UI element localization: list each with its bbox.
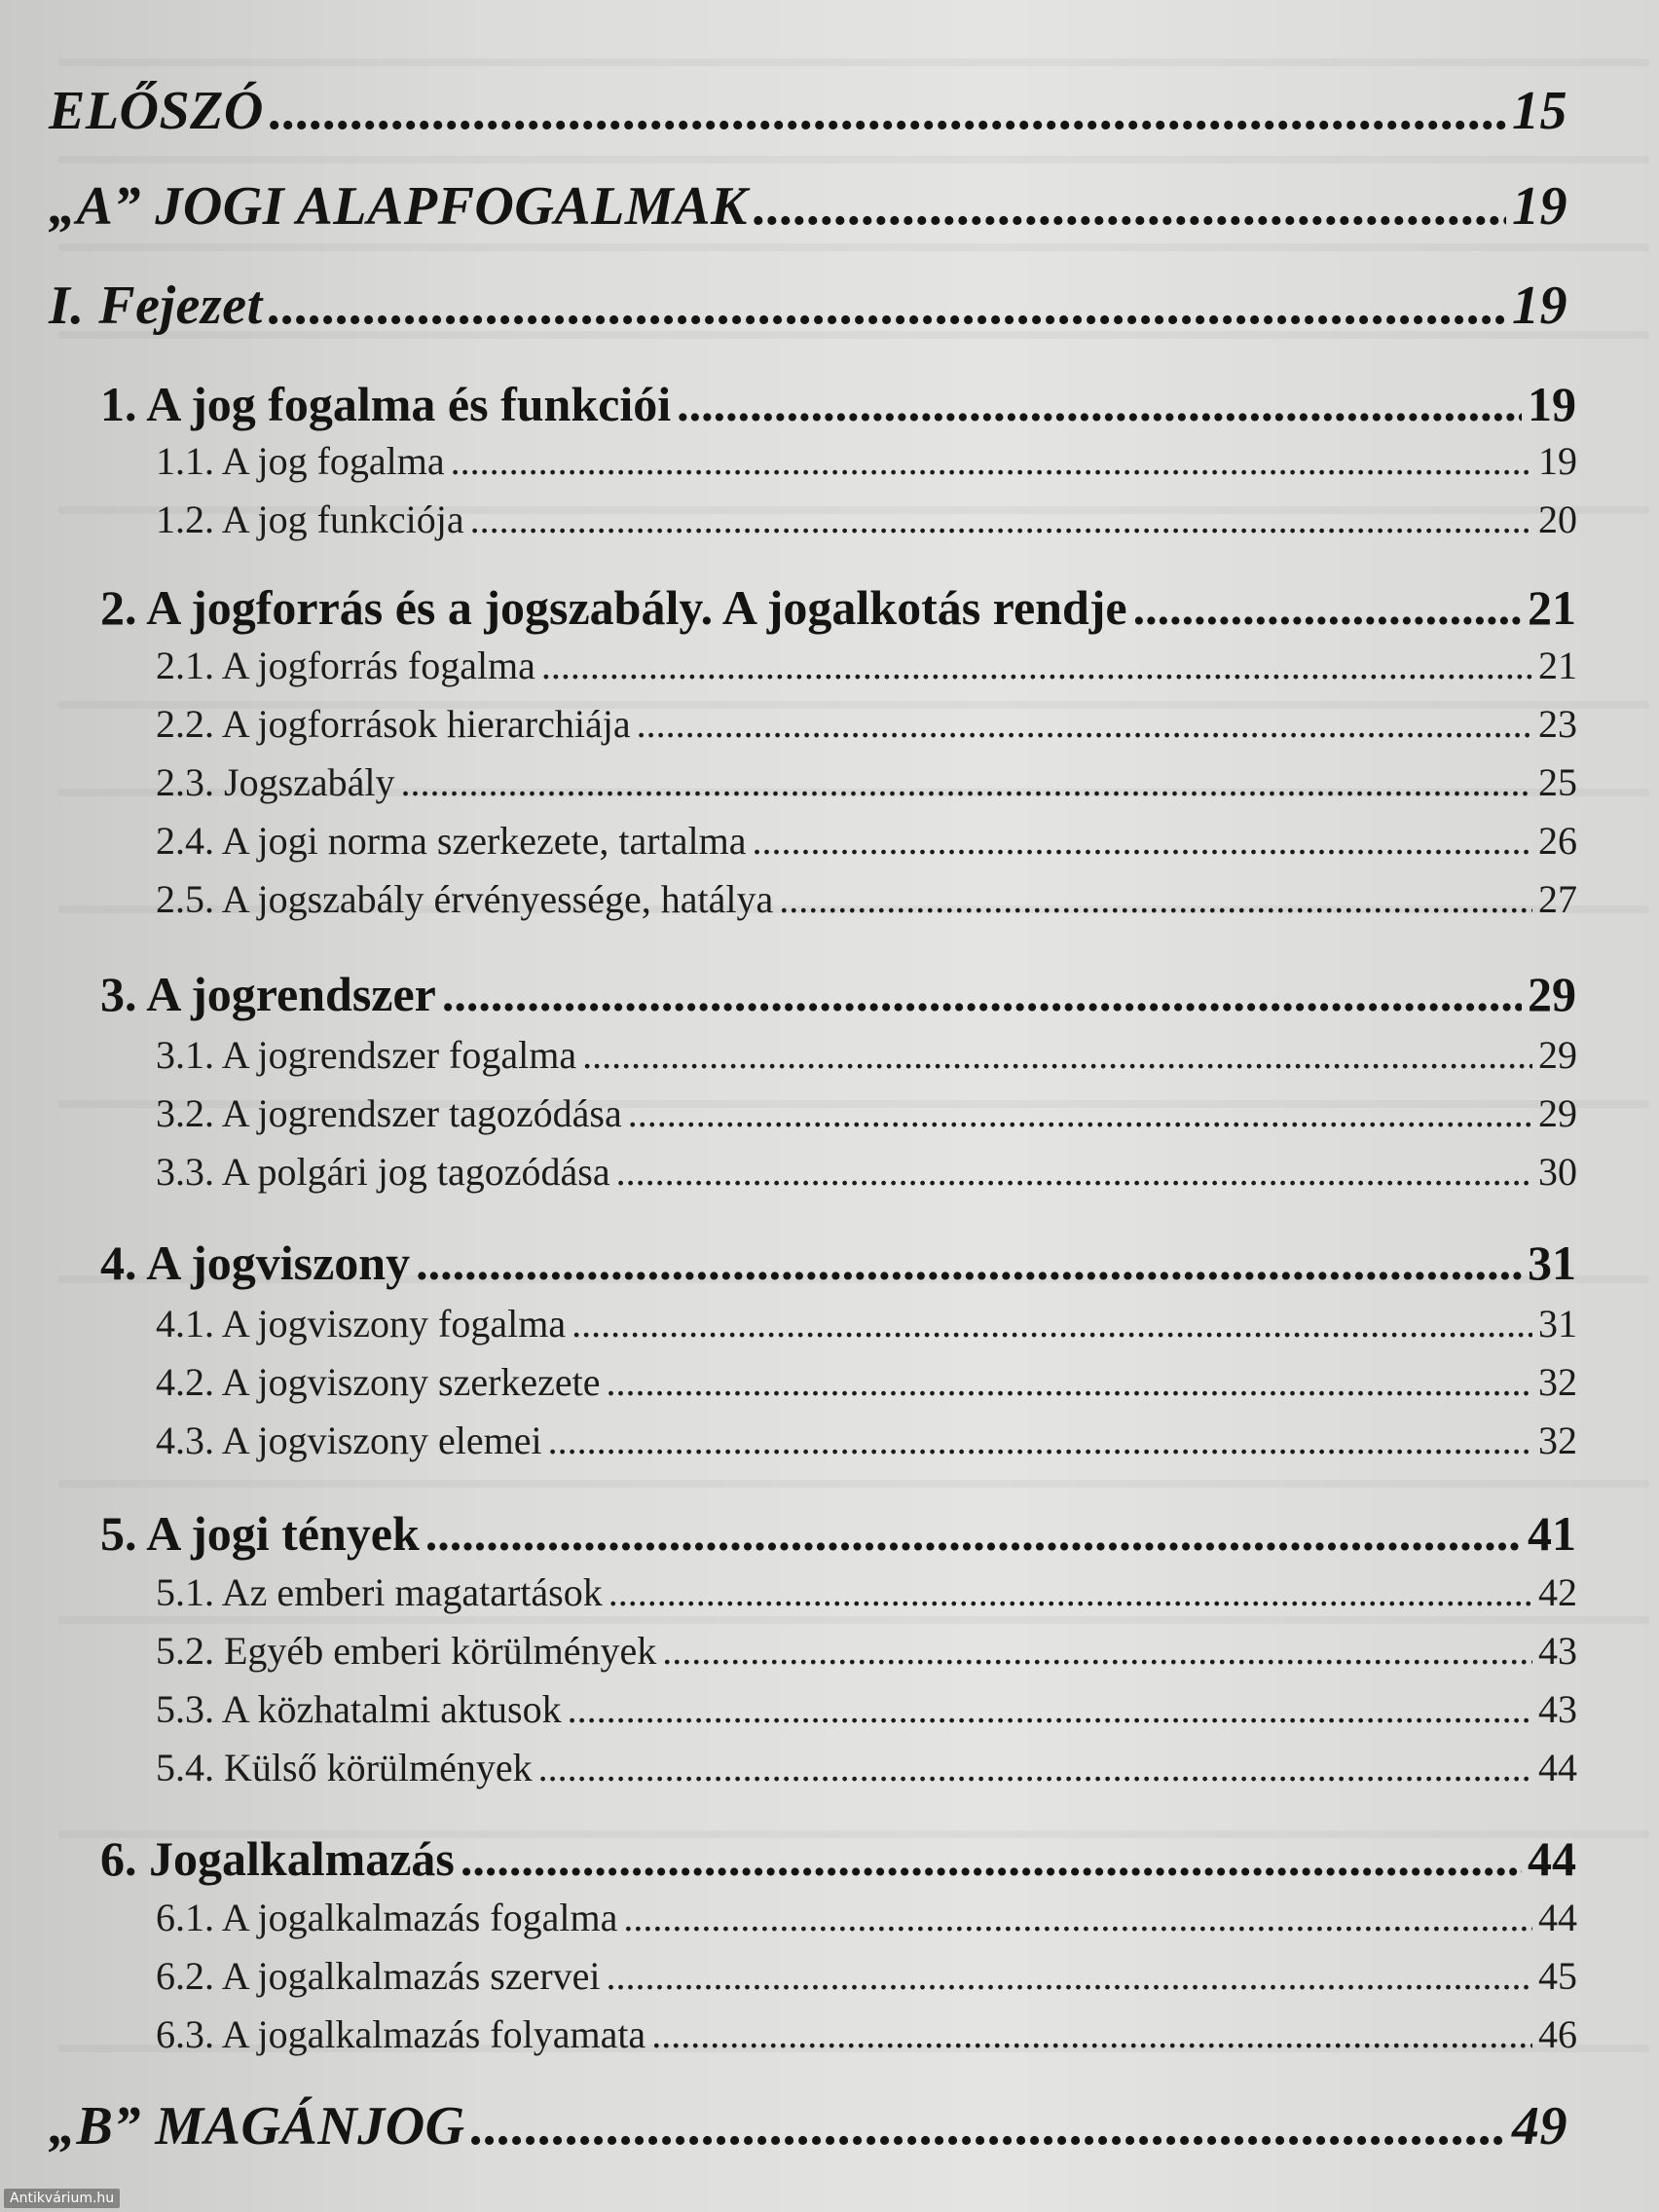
toc-page-number: 44 [1538, 1896, 1577, 1939]
toc-entry-part-b [49, 2095, 1567, 2157]
dot-leader [754, 175, 1506, 238]
dot-leader [425, 1505, 1522, 1562]
toc-entry-label: 1.2. A jog funkciója [156, 498, 464, 541]
dot-leader [269, 275, 1506, 337]
toc-entry-5-4 [156, 1745, 1577, 1790]
dot-leader [541, 643, 1532, 688]
dot-leader [470, 497, 1532, 542]
dot-leader [270, 80, 1506, 142]
toc-entry-5-3 [156, 1686, 1577, 1732]
toc-page-number: 29 [1528, 967, 1576, 1021]
toc-entry-4-1 [156, 1301, 1577, 1346]
dot-leader [571, 1301, 1532, 1346]
toc-entry-label: 3.1. A jogrendszer fogalma [156, 1033, 577, 1077]
dot-leader [442, 966, 1522, 1022]
toc-page-number: 21 [1538, 644, 1577, 687]
dot-leader [623, 1895, 1532, 1940]
dot-leader [538, 1745, 1532, 1790]
toc-page-number: 29 [1538, 1033, 1577, 1077]
toc-entry-label: 1. A jog fogalma és funkciói [100, 377, 672, 431]
toc-entry-2-4 [156, 818, 1577, 864]
toc-page-number: 27 [1538, 877, 1577, 921]
toc-entry-label: 4.1. A jogviszony fogalma [156, 1302, 567, 1346]
toc-entry-chapter-3 [100, 966, 1576, 1022]
dot-leader [616, 1149, 1532, 1195]
toc-entry-label: 3.3. A polgári jog tagozódása [156, 1150, 610, 1194]
toc-page-number: 43 [1538, 1687, 1577, 1731]
toc-entry-4-3 [156, 1418, 1577, 1463]
toc-entry-chapter-6 [100, 1830, 1576, 1887]
toc-entry-label: 4.2. A jogviszony szerkezete [156, 1360, 601, 1404]
toc-entry-1-1 [156, 438, 1577, 484]
toc-page-number: 31 [1538, 1302, 1577, 1346]
toc-page-number: 29 [1538, 1091, 1577, 1135]
dot-leader [1133, 579, 1522, 636]
toc-entry-2-3 [156, 759, 1577, 805]
site-watermark: Antikvárium.hu [4, 2189, 120, 2208]
toc-page-number: 31 [1528, 1235, 1576, 1290]
dot-leader [461, 1830, 1522, 1887]
toc-entry-label: 5.4. Külső körülmények [156, 1746, 533, 1789]
toc-entry-label: 5.3. A közhatalmi aktusok [156, 1687, 562, 1731]
toc-page-number: 26 [1538, 819, 1577, 863]
dot-leader [548, 1418, 1532, 1463]
toc-entry-3-1 [156, 1032, 1577, 1078]
toc-entry-chapter-4 [100, 1235, 1576, 1291]
dot-leader [608, 1569, 1532, 1615]
dot-leader [677, 376, 1522, 432]
dot-leader [471, 2095, 1506, 2157]
toc-entry-label: 6.1. A jogalkalmazás fogalma [156, 1896, 618, 1939]
toc-entry-4-2 [156, 1359, 1577, 1405]
toc-page-number: 32 [1538, 1360, 1577, 1404]
dot-leader [568, 1686, 1532, 1732]
toc-page-number: 23 [1538, 702, 1577, 746]
dot-leader [607, 1953, 1532, 1999]
toc-entry-3-2 [156, 1090, 1577, 1136]
toc-page-number: 25 [1538, 760, 1577, 804]
toc-entry-6-2 [156, 1953, 1577, 1999]
toc-page-number: 32 [1538, 1419, 1577, 1462]
toc-entry-chapter-5 [100, 1505, 1576, 1562]
dot-leader [752, 818, 1532, 864]
toc-entry-label: 2.4. A jogi norma szerkezete, tartalma [156, 819, 747, 863]
toc-page-number: 19 [1538, 439, 1577, 483]
toc-entry-label: 5. A jogi tények [100, 1506, 420, 1561]
toc-entry-label: 6.2. A jogalkalmazás szervei [156, 1954, 601, 1998]
toc-page-number: 42 [1538, 1570, 1577, 1614]
toc-page-number: 19 [1512, 276, 1567, 336]
toc-entry-3-3 [156, 1149, 1577, 1195]
toc-entry-part-a [49, 175, 1567, 238]
toc-entry-label: 5.2. Egyéb emberi körülmények [156, 1629, 657, 1673]
toc-entry-6-1 [156, 1895, 1577, 1940]
toc-entry-label: 2.5. A jogszabály érvényessége, hatálya [156, 877, 774, 921]
toc-entry-label: 3. A jogrendszer [100, 967, 436, 1021]
toc-entry-label: 6. Jogalkalmazás [100, 1831, 455, 1886]
toc-entry-label: 6.3. A jogalkalmazás folyamata [156, 2012, 646, 2056]
dot-leader [607, 1359, 1532, 1405]
toc-entry-label: 4. A jogviszony [100, 1235, 411, 1290]
toc-page-number: 43 [1538, 1629, 1577, 1673]
toc-entry-2-5 [156, 876, 1577, 922]
toc-page-number: 21 [1528, 580, 1576, 635]
toc-page-number: 19 [1528, 377, 1576, 431]
toc-entry-2-1 [156, 643, 1577, 688]
toc-entry-chapter-1 [100, 376, 1576, 432]
toc-entry-fejezet-1 [49, 275, 1567, 337]
toc-entry-eloszo [49, 80, 1567, 142]
toc-entry-5-2 [156, 1628, 1577, 1674]
toc-page-number: 15 [1512, 81, 1567, 141]
dot-leader [662, 1628, 1532, 1674]
dot-leader [779, 876, 1532, 922]
toc-entry-label: 4.3. A jogviszony elemei [156, 1419, 542, 1462]
toc-page-number: 44 [1528, 1831, 1576, 1886]
toc-page-number: 30 [1538, 1150, 1577, 1194]
toc-page-number: 20 [1538, 498, 1577, 541]
toc-entry-chapter-2 [100, 579, 1576, 636]
toc-entry-label: 2.2. A jogforrások hierarchiája [156, 702, 631, 746]
toc-entry-label: 2. A jogforrás és a jogszabály. A jogalkotás rendje [100, 580, 1127, 635]
toc-entry-label: ELŐSZÓ [49, 81, 264, 141]
toc-page-number: 49 [1512, 2096, 1567, 2157]
toc-entry-5-1 [156, 1569, 1577, 1615]
dot-leader [651, 2011, 1532, 2057]
toc-entry-label: 2.1. A jogforrás fogalma [156, 644, 535, 687]
toc-entry-6-3 [156, 2011, 1577, 2057]
toc-page-number: 44 [1538, 1746, 1577, 1789]
toc-entry-label: „A” JOGI ALAPFOGALMAK [49, 176, 748, 237]
toc-entry-label: 1.1. A jog fogalma [156, 439, 445, 483]
toc-page-number: 46 [1538, 2012, 1577, 2056]
toc-page-number: 19 [1512, 176, 1567, 237]
toc-entry-1-2 [156, 497, 1577, 542]
toc-page-number: 45 [1538, 1954, 1577, 1998]
dot-leader [401, 759, 1532, 805]
dot-leader [416, 1235, 1522, 1291]
toc-entry-label: 2.3. Jogszabály [156, 760, 395, 804]
toc-entry-label: 5.1. Az emberi magatartások [156, 1570, 603, 1614]
dot-leader [637, 701, 1532, 747]
toc-entry-2-2 [156, 701, 1577, 747]
toc-entry-label: 3.2. A jogrendszer tagozódása [156, 1091, 622, 1135]
toc-entry-label: „B” MAGÁNJOG [49, 2096, 465, 2157]
dot-leader [582, 1032, 1532, 1078]
dot-leader [451, 438, 1532, 484]
toc-page-number: 41 [1528, 1506, 1576, 1561]
dot-leader [628, 1090, 1532, 1136]
toc-entry-label: I. Fejezet [49, 276, 263, 336]
